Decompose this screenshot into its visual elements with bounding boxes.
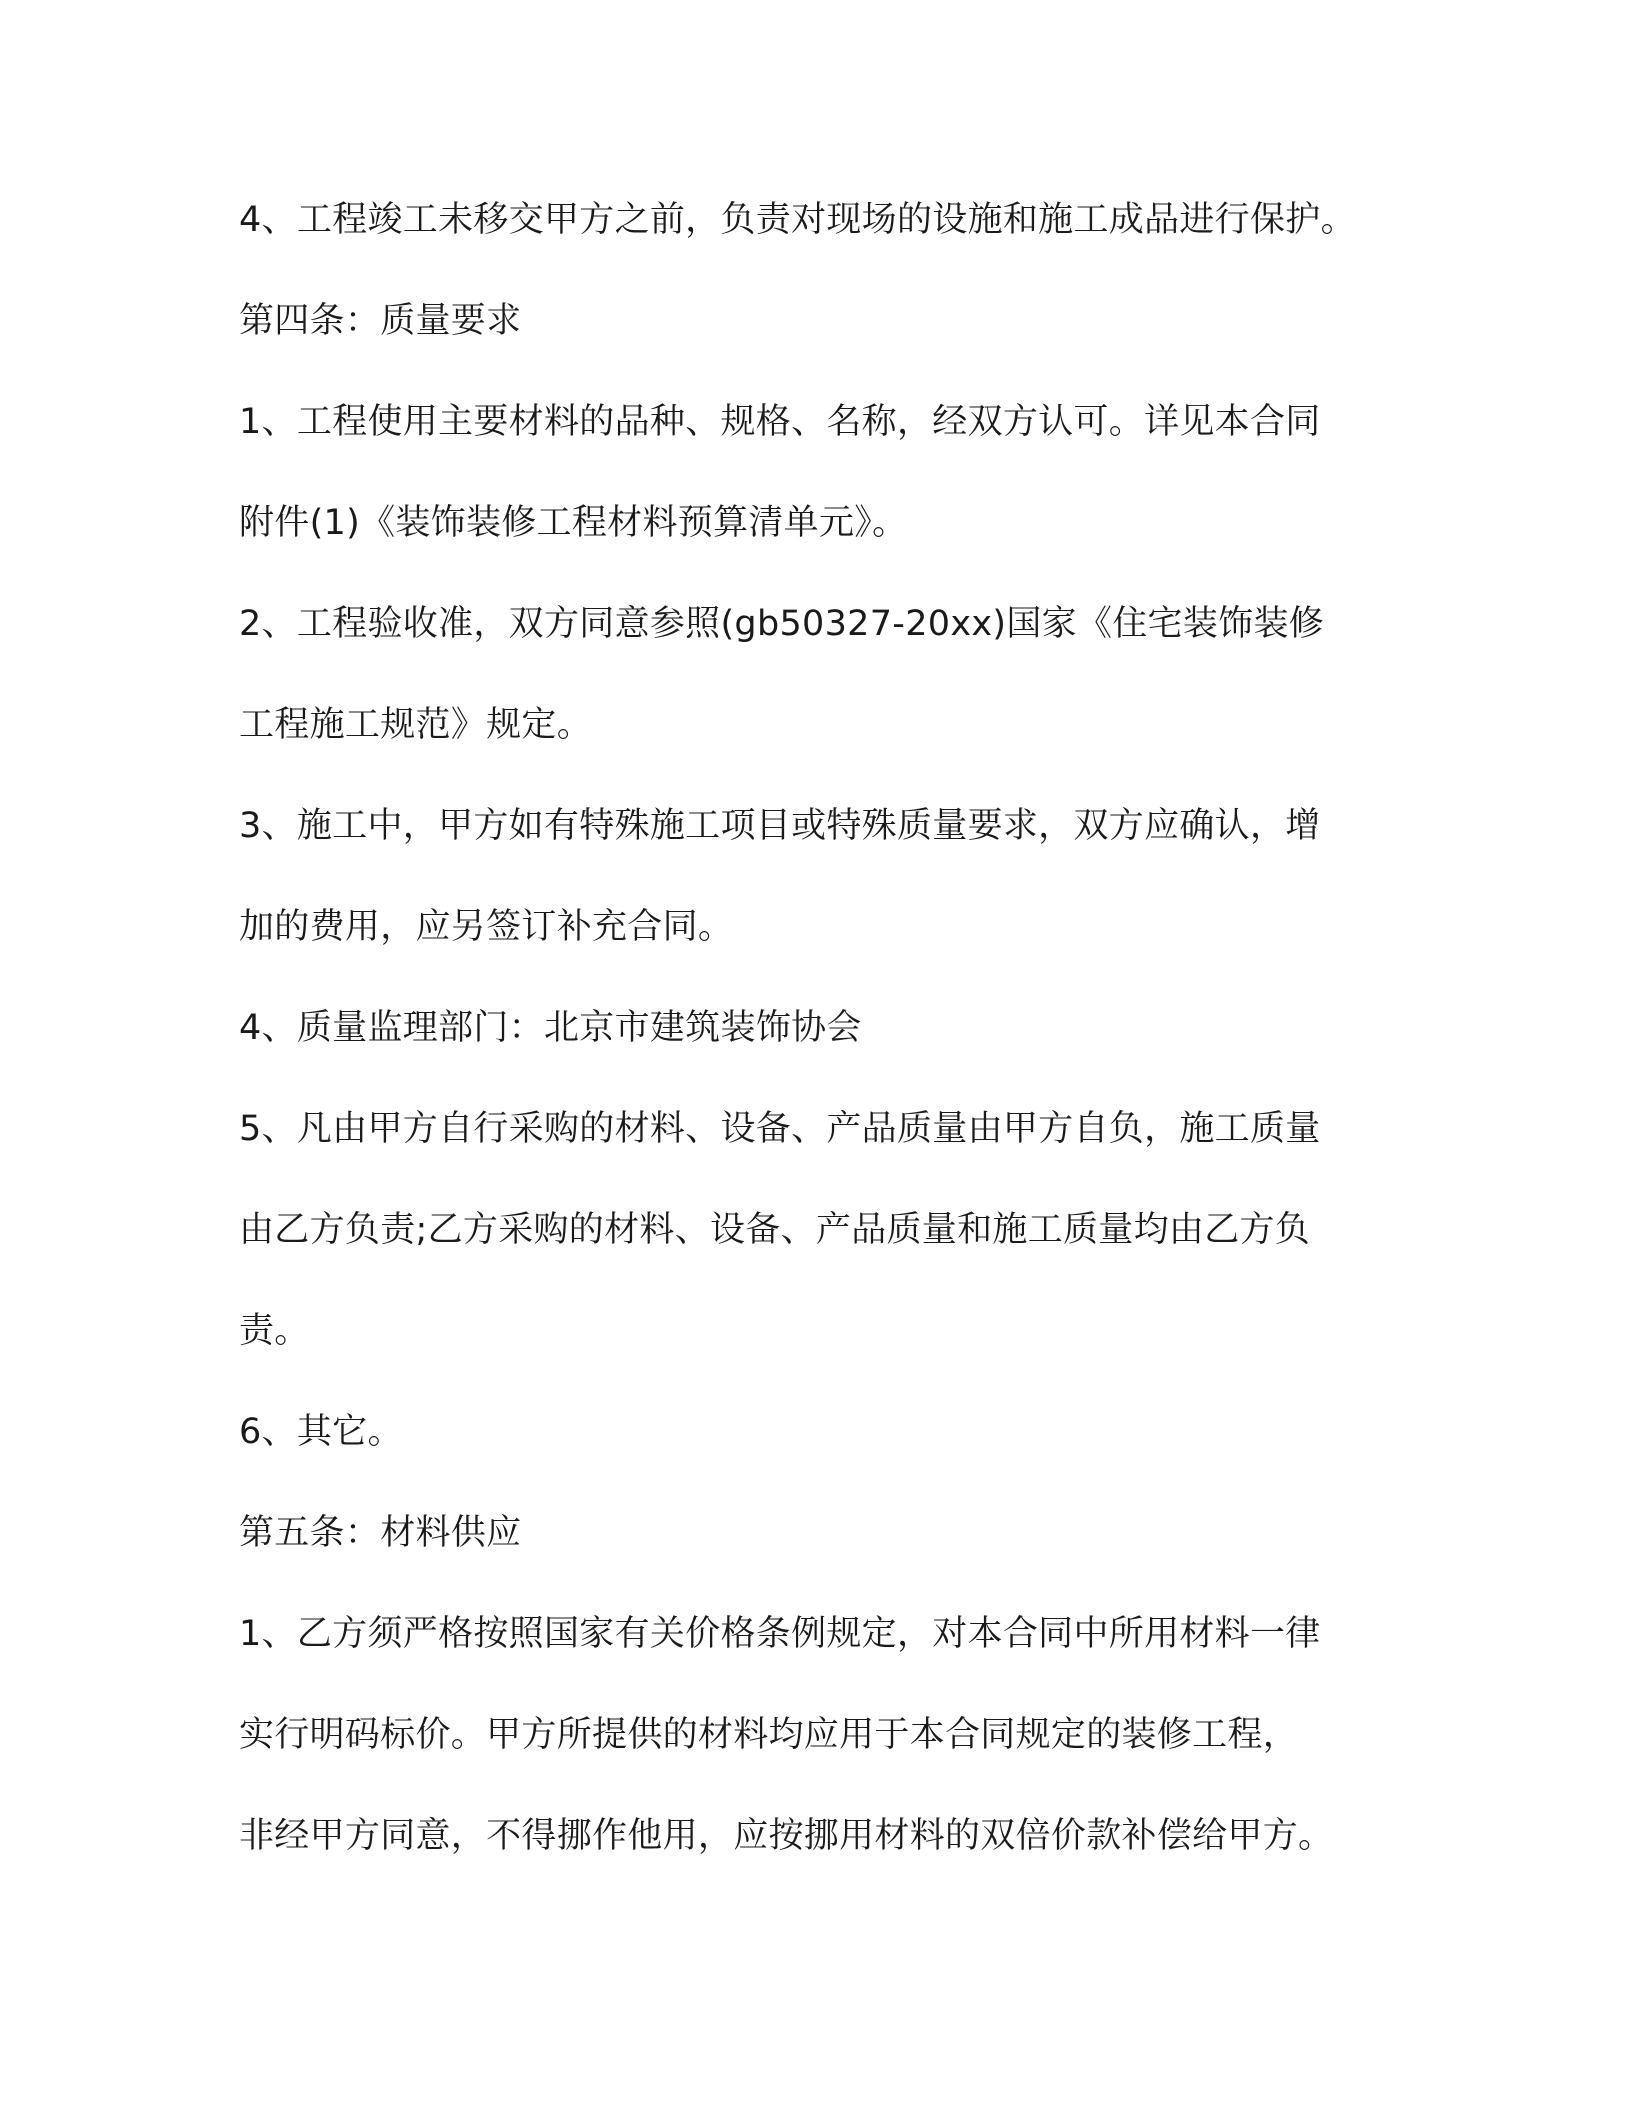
- text-line: 3、施工中，甲方如有特殊施工项目或特殊质量要求，双方应确认，增: [239, 806, 1321, 846]
- text-line: 4、质量监理部门：北京市建筑装饰协会: [239, 1008, 862, 1048]
- text-line: 6、其它。: [239, 1412, 403, 1452]
- text-line: 5、凡由甲方自行采购的材料、设备、产品质量由甲方自负，施工质量: [239, 1109, 1321, 1149]
- text-line: 附件(1)《装饰装修工程材料预算清单元》。: [239, 503, 908, 543]
- text-line: 4、工程竣工未移交甲方之前，负责对现场的设施和施工成品进行保护。: [239, 200, 1356, 240]
- text-line: 1、乙方须严格按照国家有关价格条例规定，对本合同中所用材料一律: [239, 1614, 1321, 1654]
- text-line: 2、工程验收准，双方同意参照(gb50327-20xx)国家《住宅装饰装修: [239, 604, 1325, 644]
- text-line: 责。: [239, 1311, 310, 1351]
- text-line: 实行明码标价。甲方所提供的材料均应用于本合同规定的装修工程，: [239, 1715, 1299, 1755]
- section-heading: 第五条：材料供应: [239, 1513, 522, 1553]
- text-line: 工程施工规范》规定。: [239, 705, 593, 745]
- text-line: 非经甲方同意，不得挪作他用，应按挪用材料的双倍价款补偿给甲方。: [239, 1816, 1334, 1856]
- document-body: [239, 180, 1399, 1897]
- text-line: 加的费用，应另签订补充合同。: [239, 907, 734, 947]
- text-line: 由乙方负责;乙方采购的材料、设备、产品质量和施工质量均由乙方负: [239, 1210, 1311, 1250]
- section-heading: 第四条：质量要求: [239, 301, 522, 341]
- text-line: 1、工程使用主要材料的品种、规格、名称，经双方认可。详见本合同: [239, 402, 1321, 442]
